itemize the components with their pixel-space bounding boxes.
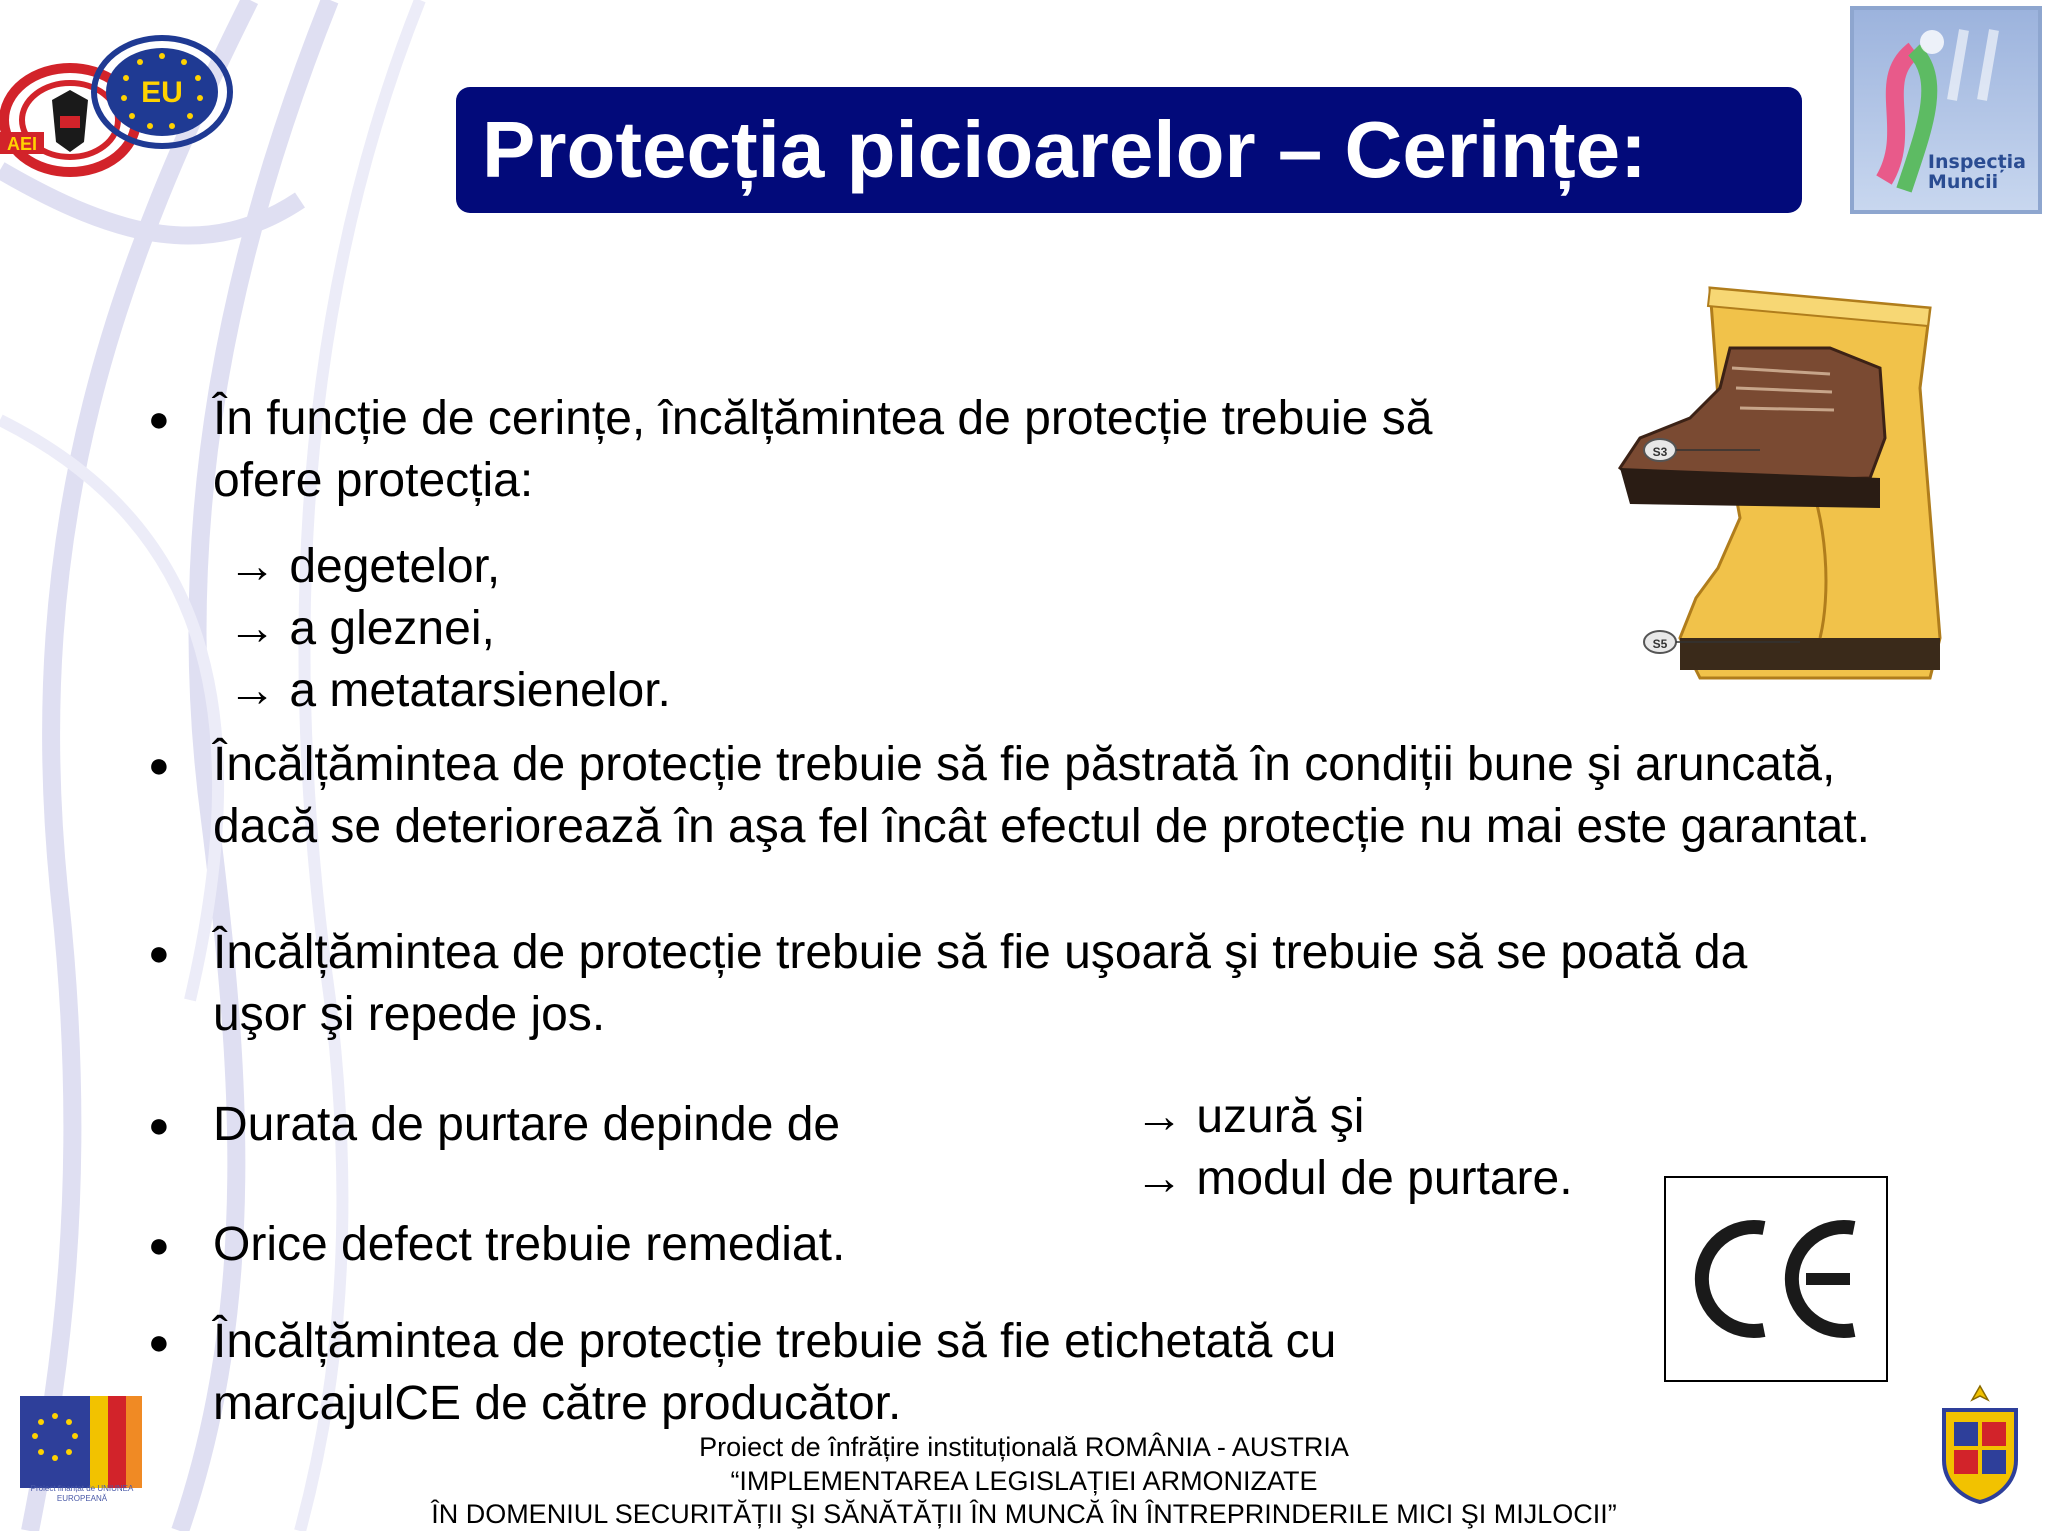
footer-line-1: Proiect de înfrățire instituțională ROMÂNIA - AUSTRIA — [699, 1432, 1349, 1462]
title-banner — [456, 87, 1802, 213]
footer-line-2: “IMPLEMENTAREA LEGISLAȚIEI ARMONIZATE — [730, 1466, 1318, 1496]
bullet-dot: ● — [148, 1104, 170, 1145]
protection-item-ankle: → a gleznei, — [228, 602, 495, 655]
footer-line-3: ÎN DOMENIUL SECURITĂȚII ŞI SĂNĂTĂȚII ÎN MUNCĂ ÎN ÎNTREPRINDERILE MICI ŞI MIJLOCII” — [431, 1499, 1617, 1529]
safety-boots-illustration — [1600, 278, 2040, 708]
svg-text:AEI: AEI — [6, 134, 38, 154]
inspectia-muncii-logo — [1850, 6, 2042, 214]
bullet-dot: ● — [148, 398, 170, 439]
eu-flag-caption: Proiect finanțat de UNIUNEA EUROPEANĂ — [30, 1484, 134, 1503]
svg-text:S5: S5 — [1652, 637, 1668, 651]
duration-factor-usage: → modul de purtare. — [1135, 1152, 1573, 1205]
bullet-text-line: Încălțămintea de protecție trebuie să fie uşoară şi trebuie să se poată da — [213, 926, 1748, 979]
svg-text:EU: EU — [141, 76, 183, 109]
bullet-dot: ● — [148, 1224, 170, 1265]
bullet-text-line: ofere protecția: — [213, 454, 534, 507]
bullet-dot: ● — [148, 744, 170, 785]
bullet-text-line: Încălțămintea de protecție trebuie să fie etichetată cu — [213, 1315, 1337, 1368]
bullet-text-line: Durata de purtare depinde de — [213, 1098, 841, 1151]
aei-eu-logo — [0, 30, 240, 180]
bullet-text-line: Încălțămintea de protecție trebuie să fie păstrată în condiții bune şi aruncată, — [213, 738, 1836, 791]
protection-item-metatarsals: → a metatarsienelor. — [228, 664, 671, 717]
bullet-text-line: Orice defect trebuie remediat. — [213, 1218, 846, 1271]
bullet-dot: ● — [148, 1321, 170, 1362]
bullet-text-line: În funcție de cerințe, încălțămintea de protecție trebuie să — [213, 392, 1433, 445]
inspectia-muncii-caption: Inspecția Muncii — [1927, 151, 2026, 193]
bullet-text-line: dacă se deteriorează în aşa fel încât efectul de protecție nu mai este garantat. — [213, 800, 1871, 853]
bullet-text-line: marcajulCE de către producător. — [213, 1377, 902, 1430]
svg-text:S3: S3 — [1652, 445, 1668, 459]
protection-item-toes: → degetelor, — [228, 540, 501, 593]
ce-mark — [1664, 1176, 1888, 1382]
bullet-text-line: uşor şi repede jos. — [213, 988, 606, 1041]
page-title: Protecția picioarelor – Cerințe: — [482, 105, 1647, 194]
duration-factor-wear: → uzură şi — [1135, 1090, 1365, 1143]
bullet-dot: ● — [148, 932, 170, 973]
